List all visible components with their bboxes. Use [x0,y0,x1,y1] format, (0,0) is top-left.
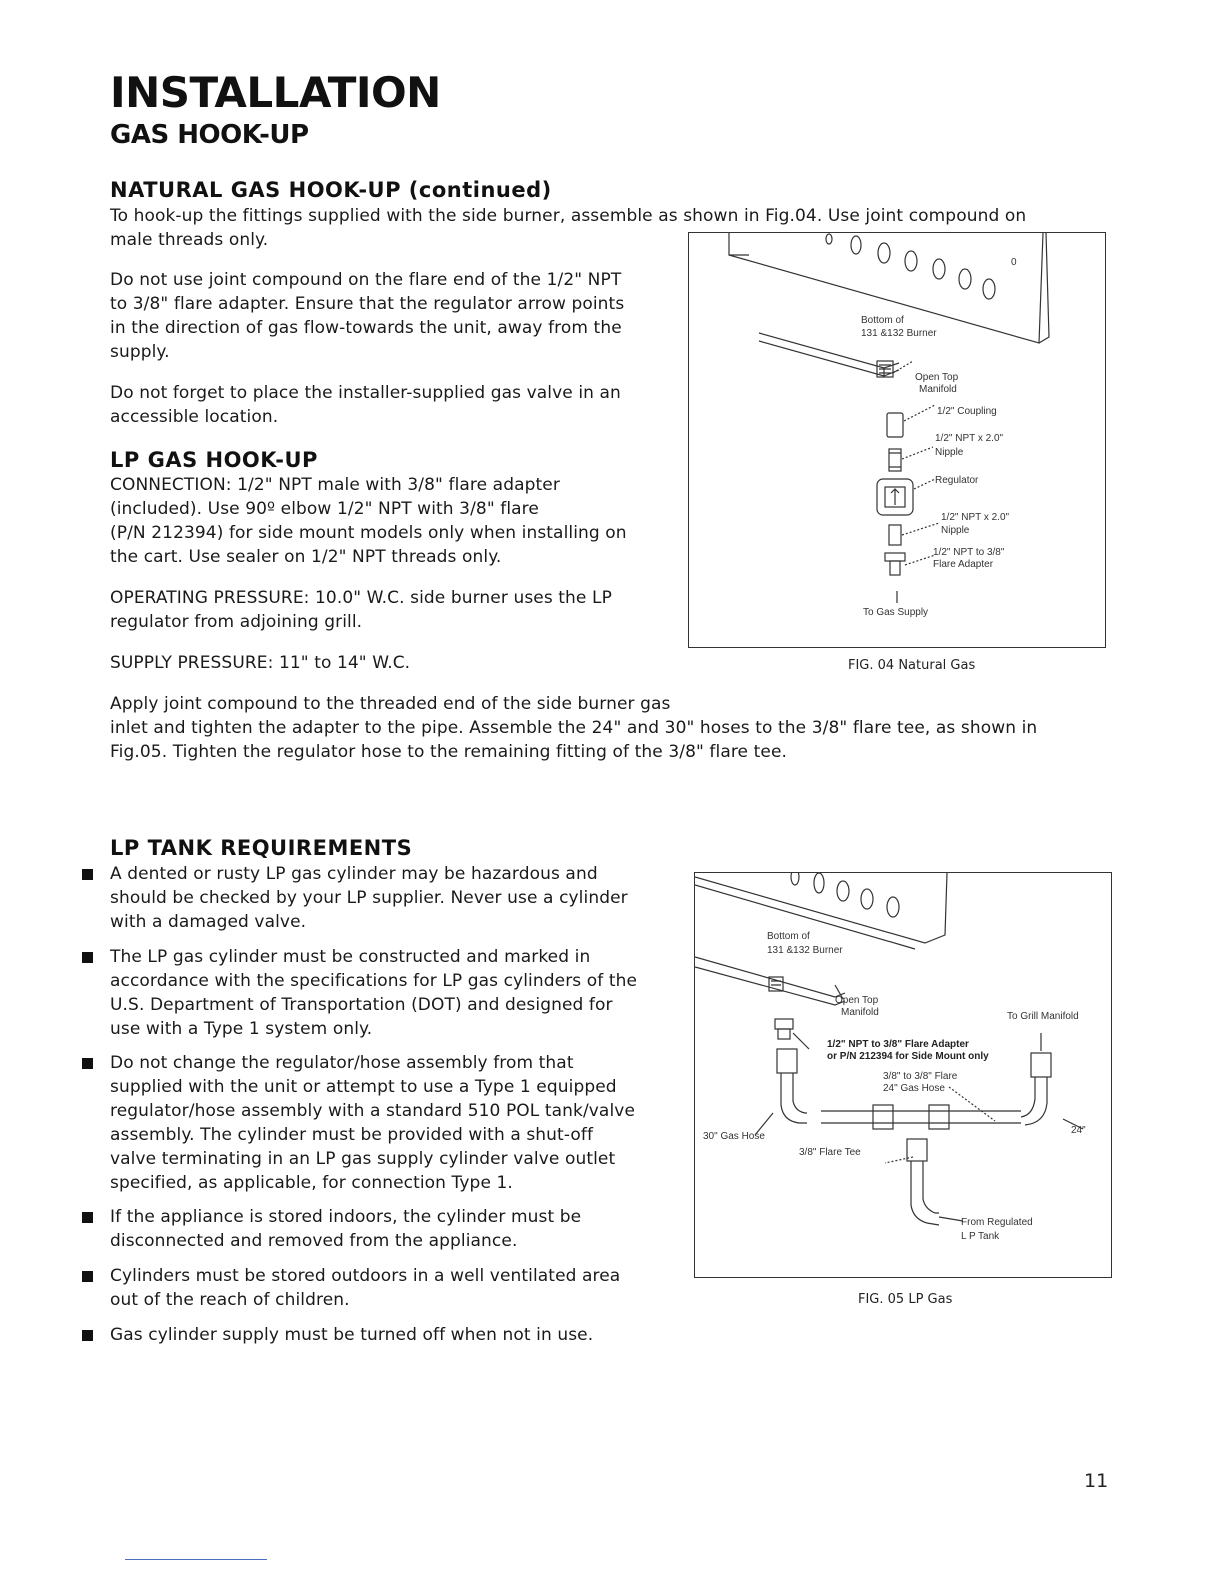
text-line: The LP gas cylinder must be constructed and marked in [110,947,591,967]
text-line: in the direction of gas flow-towards the unit, away from the [110,318,622,338]
text-line: Cylinders must be stored outdoors in a well ventilated area [110,1266,621,1286]
fig05-hose30-label: 30" Gas Hose [703,1131,765,1142]
text-line: CONNECTION: 1/2" NPT male with 3/8" flare adapter [110,475,560,495]
text-line: the cart. Use sealer on 1/2" NPT threads only. [110,547,502,567]
bullet-icon [82,1271,93,1282]
fig04-zero-label: 0 [1011,257,1017,268]
fig04-flare-label-2: Flare Adapter [933,559,994,570]
fig04-flare-label-1: 1/2" NPT to 3/8" [933,547,1005,558]
page-number: 11 [1084,1470,1109,1492]
text-line: If the appliance is stored indoors, the cylinder must be [110,1207,582,1227]
text-line: disconnected and removed from the appliance. [110,1231,518,1251]
text-line: supply. [110,342,170,362]
natural-gas-intro-line1: To hook-up the fittings supplied with the side burner, assemble as shown in Fig.04. Use joint compound on [110,206,1027,226]
bullet-icon [82,1212,93,1223]
natural-gas-intro-line2: male threads only. [110,230,269,250]
fig04-nipple2-label-2: Nipple [941,525,970,536]
fig04-open-label-1: Open Top [915,372,959,383]
fig04-supply-label: To Gas Supply [863,607,929,618]
fig05-regulated-label-1: From Regulated [961,1217,1033,1228]
text-line: accessible location. [110,407,279,427]
fig05-diagram [695,873,1111,1277]
text-line: with a damaged valve. [110,912,307,932]
text-line: (P/N 212394) for side mount models only when installing on [110,523,627,543]
bullet-icon [82,1330,93,1341]
text-line: regulator/hose assembly with a standard 510 POL tank/valve [110,1101,635,1121]
lp-tank-heading: LP TANK REQUIREMENTS [110,836,413,860]
text-line: valve terminating in an LP gas supply cylinder valve outlet [110,1149,616,1169]
bullet-icon [82,1058,93,1069]
fig05-regulated-label-2: L P Tank [961,1231,1000,1242]
fig05-grill-label: To Grill Manifold [1007,1011,1079,1022]
fig04-nipple1-label-1: 1/2" NPT x 2.0" [935,433,1004,444]
bullet-icon [82,869,93,880]
fig05-hose24-label: 24" [1071,1125,1086,1136]
fig04-bottom-label-1: Bottom of [861,315,904,326]
fig05-flare-label-1: 3/8" to 3/8" Flare [883,1071,958,1082]
fig05-open-label-1: Open Top [835,995,879,1006]
fig05-adapter-label-2: or P/N 212394 for Side Mount only [827,1051,989,1062]
bullet-icon [82,952,93,963]
figure-04-natural-gas [688,232,1106,648]
text-line: OPERATING PRESSURE: 10.0" W.C. side burner uses the LP [110,588,612,608]
text-line: Apply joint compound to the threaded end of the side burner gas [110,694,671,714]
text-line: Do not use joint compound on the flare end of the 1/2" NPT [110,270,622,290]
text-line: Gas cylinder supply must be turned off when not in use. [110,1325,594,1345]
fig05-bottom-label-1: Bottom of [767,931,810,942]
text-line: accordance with the specifications for LP gas cylinders of the [110,971,638,991]
fig04-diagram [689,233,1105,647]
text-line: U.S. Department of Transportation (DOT) and designed for [110,995,613,1015]
figure-05-lp-gas [694,872,1112,1278]
fig04-caption: FIG. 04 Natural Gas [848,658,976,673]
text-line: regulator from adjoining grill. [110,612,363,632]
fig05-tee-label: 3/8" Flare Tee [799,1147,861,1158]
text-line: out of the reach of children. [110,1290,350,1310]
page-title: INSTALLATION [110,68,441,117]
fig04-nipple2-label-1: 1/2" NPT x 2.0" [941,512,1010,523]
text-line: should be checked by your LP supplier. Never use a cylinder [110,888,628,908]
text-line: supplied with the unit or attempt to use a Type 1 equipped [110,1077,617,1097]
fig05-flare-label-2: 24" Gas Hose [883,1083,945,1094]
fig04-nipple1-label-2: Nipple [935,447,964,458]
fig04-bottom-label-2: 131 &132 Burner [861,328,937,339]
fig05-bottom-label-2: 131 &132 Burner [767,945,843,956]
lp-gas-heading: LP GAS HOOK-UP [110,448,318,472]
fig05-adapter-label-1: 1/2" NPT to 3/8" Flare Adapter [827,1039,969,1050]
section-title: GAS HOOK-UP [110,120,309,150]
text-line: (included). Use 90º elbow 1/2" NPT with 3/8" flare [110,499,539,519]
footer-rule [125,1559,267,1560]
text-line: Do not forget to place the installer-supplied gas valve in an [110,383,621,403]
fig05-caption: FIG. 05 LP Gas [858,1292,953,1307]
text-line: Fig.05. Tighten the regulator hose to the remaining fitting of the 3/8" flare tee. [110,742,788,762]
lp-supply: SUPPLY PRESSURE: 11" to 14" W.C. [110,653,411,673]
text-line: assembly. The cylinder must be provided with a shut-off [110,1125,594,1145]
text-line: to 3/8" flare adapter. Ensure that the regulator arrow points [110,294,625,314]
text-line: specified, as applicable, for connection Type 1. [110,1173,513,1193]
fig04-regulator-label: Regulator [935,475,979,486]
text-line: Do not change the regulator/hose assembly from that [110,1053,574,1073]
text-line: A dented or rusty LP gas cylinder may be hazardous and [110,864,598,884]
text-line: use with a Type 1 system only. [110,1019,373,1039]
fig05-open-label-2: Manifold [841,1007,879,1018]
fig04-coupling-label: 1/2" Coupling [937,406,997,417]
natural-gas-heading: NATURAL GAS HOOK-UP (continued) [110,178,552,202]
text-line: inlet and tighten the adapter to the pipe. Assemble the 24" and 30" hoses to the 3/8" flare tee, as shown in [110,718,1038,738]
fig04-open-label-2: Manifold [919,384,957,395]
